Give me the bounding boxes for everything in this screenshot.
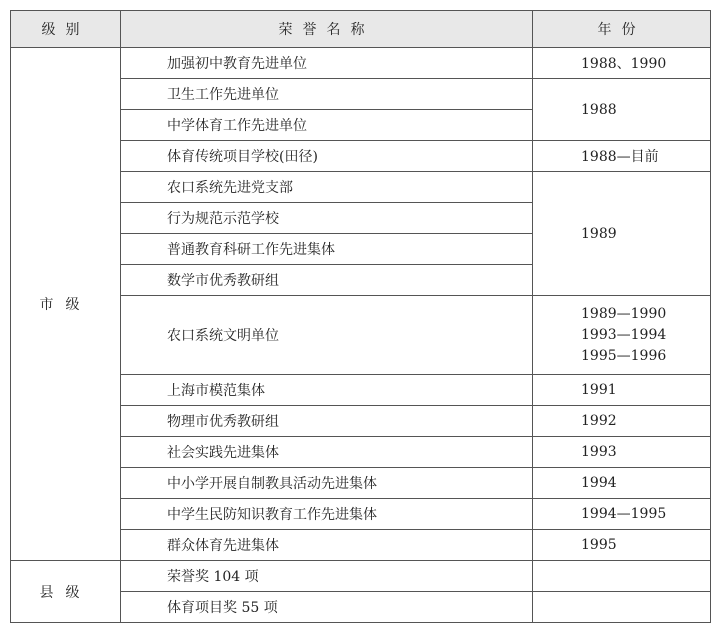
honor-name: 社会实践先进集体 (121, 437, 533, 468)
honor-year: 1995 (533, 530, 711, 561)
honor-name: 群众体育先进集体 (121, 530, 533, 561)
honor-name: 卫生工作先进单位 (121, 79, 533, 110)
honor-year-multi (533, 296, 711, 375)
honor-year: 1994—1995 (533, 499, 711, 530)
level-city: 市级 (11, 48, 121, 561)
honor-year-empty (533, 561, 711, 592)
year-line: 1989—1990 (581, 305, 667, 322)
honor-name: 上海市模范集体 (121, 375, 533, 406)
year-line: 1995—1996 (581, 347, 667, 364)
header-level: 级别 (11, 11, 121, 48)
honor-name: 数学市优秀教研组 (121, 265, 533, 296)
header-row (11, 11, 711, 48)
honor-name: 体育传统项目学校(田径) (121, 141, 533, 172)
header-name: 荣誉名称 (121, 11, 533, 48)
table-row (11, 561, 711, 592)
honor-year: 1988、1990 (533, 48, 711, 79)
honors-table (10, 10, 711, 623)
honor-name: 体育项目奖 55 项 (121, 592, 533, 623)
honor-name: 中学生民防知识教育工作先进集体 (121, 499, 533, 530)
table-row (11, 48, 711, 79)
honor-name: 农口系统文明单位 (121, 296, 533, 375)
honor-year: 1993 (533, 437, 711, 468)
honor-name: 荣誉奖 104 项 (121, 561, 533, 592)
header-year: 年份 (533, 11, 711, 48)
level-county: 县级 (11, 561, 121, 623)
honor-year: 1988—目前 (533, 141, 711, 172)
honor-year: 1991 (533, 375, 711, 406)
honor-year: 1989 (533, 172, 711, 296)
year-line: 1993—1994 (581, 326, 667, 343)
honor-year-empty (533, 592, 711, 623)
honor-name: 中学体育工作先进单位 (121, 110, 533, 141)
honor-year: 1992 (533, 406, 711, 437)
honor-year: 1994 (533, 468, 711, 499)
honor-name: 普通教育科研工作先进集体 (121, 234, 533, 265)
honor-name: 中小学开展自制教具活动先进集体 (121, 468, 533, 499)
honor-name: 行为规范示范学校 (121, 203, 533, 234)
honor-name: 农口系统先进党支部 (121, 172, 533, 203)
honor-name: 物理市优秀教研组 (121, 406, 533, 437)
honor-year: 1988 (533, 79, 711, 141)
honor-name: 加强初中教育先进单位 (121, 48, 533, 79)
